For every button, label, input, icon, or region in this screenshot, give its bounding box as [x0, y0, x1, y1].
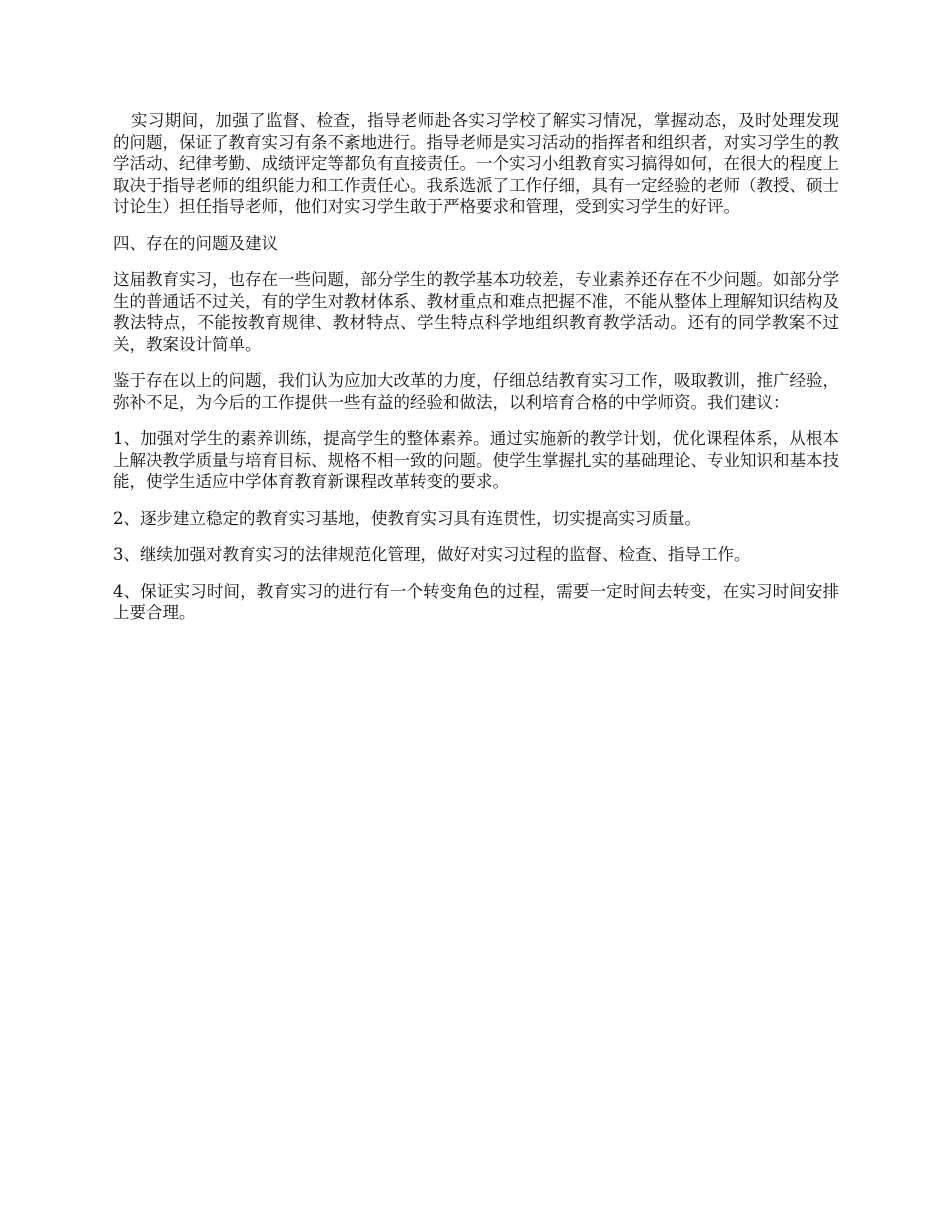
suggestion-item-4: 4、保证实习时间，教育实习的进行有一个转变角色的过程，需要一定时间去转变，在实习时间安排上要合理。	[113, 581, 839, 622]
suggestion-item-2: 2、逐步建立稳定的教育实习基地，使教育实习具有连贯性，切实提高实习质量。	[113, 508, 701, 528]
document-page	[113, 110, 839, 639]
paragraph-reform: 鉴于存在以上的问题，我们认为应加大改革的力度，仔细总结教育实习工作，吸取教训，推广经验，弥补不足，为今后的工作提供一些有益的经验和做法，以利培育合格的中学师资。我们建议：	[113, 371, 839, 412]
paragraph-supervision: 实习期间，加强了监督、检查，指导老师赴各实习学校了解实习情况，掌握动态，及时处理发现的问题，保证了教育实习有条不紊地进行。指导老师是实习活动的指挥者和组织者，对实习学生的教学活动、纪律考勤、成绩评定等都负有直接责任。一个实习小组教育实习搞得如何，在很大的程度上取决于指导老师的组织能力和工作责任心。我系选派了工作仔细，具有一定经验的老师（教授、硕士讨论生）担任指导老师，他们对实习学生敢于严格要求和管理，受到实习学生的好评。	[113, 111, 839, 216]
paragraph-problems: 这届教育实习，也存在一些问题，部分学生的教学基本功较差，专业素养还存在不少问题。如部分学生的普通话不过关，有的学生对教材体系、教材重点和难点把握不准，不能从整体上理解知识结构及教法特点，不能按教育规律、教材特点、学生特点科学地组织教育教学活动。还有的同学教案不过关，教案设计简单。	[113, 270, 839, 354]
section-heading-problems: 四、存在的问题及建议	[113, 233, 278, 253]
suggestion-item-1: 1、加强对学生的素养训练，提高学生的整体素养。通过实施新的教学计划，优化课程体系，从根本上解决教学质量与培育目标、规格不相一致的问题。使学生掌握扎实的基础理论、专业知识和基本技能，使学生适应中学体育教育新课程改革转变的要求。	[113, 429, 839, 491]
suggestion-item-3: 3、继续加强对教育实习的法律规范化管理，做好对实习过程的监督、检查、指导工作。	[113, 545, 751, 564]
